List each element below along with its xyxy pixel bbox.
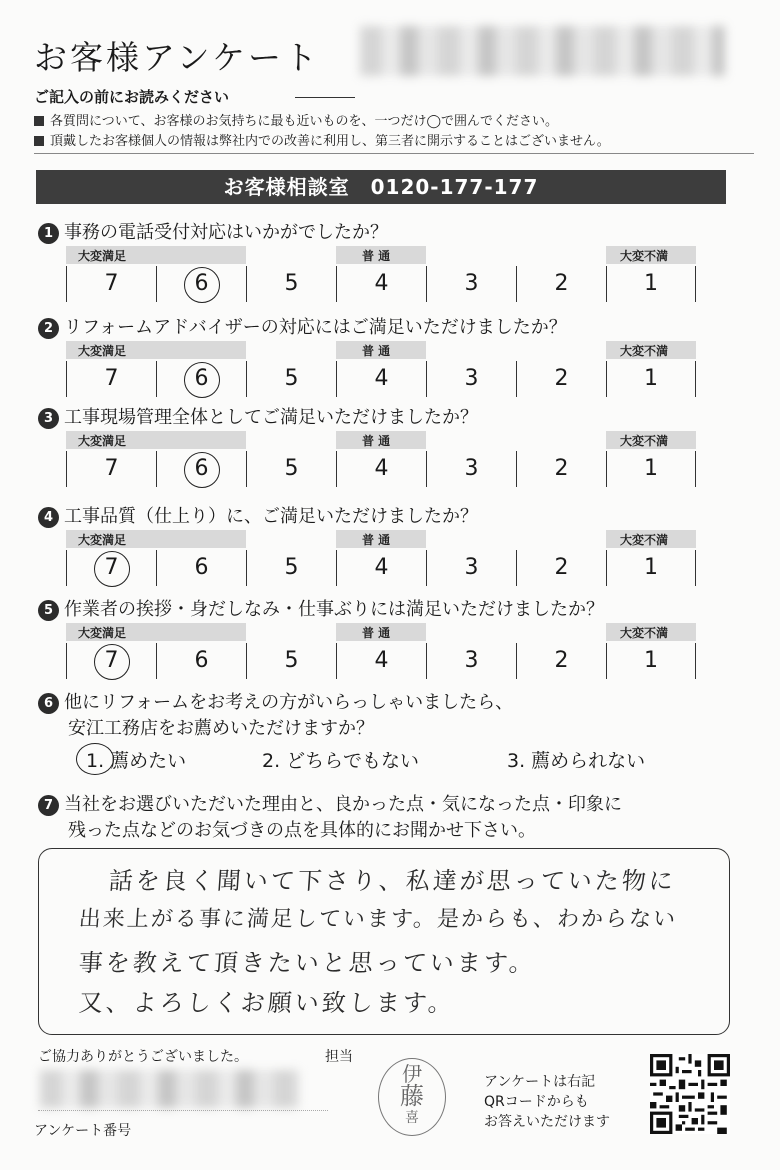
- question-text: 工事現場管理全体としてご満足いただけましたか？: [64, 407, 478, 428]
- rating-scale: [66, 431, 696, 491]
- question-text: 工事品質（仕上り）に、ご満足いただけましたか？: [64, 506, 478, 527]
- qr-text-line: QRコードからも: [484, 1094, 589, 1110]
- rating-option-1[interactable]: 1: [606, 643, 696, 679]
- question-text: 事務の電話受付対応はいかがでしたか？: [64, 222, 388, 243]
- question-number-badge: 1: [38, 223, 59, 244]
- rating-scale: [66, 341, 696, 401]
- free-comment-box[interactable]: [38, 848, 730, 1035]
- rating-option-2[interactable]: 2: [516, 550, 606, 586]
- question-5: [38, 595, 604, 621]
- scale-label-neutral: 普 通: [362, 344, 391, 358]
- rating-scale: [66, 530, 696, 590]
- survey-title: お客様アンケート: [34, 38, 321, 77]
- rating-option-1[interactable]: 1: [606, 361, 696, 397]
- question-6-line-1: [38, 688, 513, 714]
- scale-label-neutral: 普 通: [362, 626, 391, 640]
- divider: [295, 97, 355, 98]
- rating-option-2[interactable]: 2: [516, 451, 606, 487]
- qr-instructions: [484, 1072, 610, 1132]
- question-1: [38, 218, 388, 244]
- question-text: リフォームアドバイザーの対応にはご満足いただけましたか？: [64, 317, 567, 338]
- rating-option-5[interactable]: 5: [246, 550, 336, 586]
- answer-circle: [184, 452, 220, 488]
- question-number-badge: 5: [38, 600, 59, 621]
- seal-char: 喜: [405, 1110, 419, 1126]
- rating-option-3[interactable]: 3: [426, 550, 516, 586]
- rating-option-6[interactable]: 6: [156, 451, 246, 487]
- rating-option-6[interactable]: 6: [156, 266, 246, 302]
- customer-hotline-banner: お客様相談室 0120-177-177: [36, 170, 726, 204]
- scale-label-neutral: 普 通: [362, 249, 391, 263]
- question-number-badge: 4: [38, 507, 59, 528]
- rating-option-3[interactable]: 3: [426, 451, 516, 487]
- question-number-badge: 2: [38, 318, 59, 339]
- scale-label-worst: 大変不満: [620, 626, 669, 640]
- rating-option-4[interactable]: 4: [336, 361, 426, 397]
- q6-option-3[interactable]: 3. 薦められない: [507, 750, 646, 772]
- rating-option-6[interactable]: 6: [156, 361, 246, 397]
- q6-option-1[interactable]: 1. 薦めたい: [86, 750, 187, 772]
- answer-circle: [184, 362, 220, 398]
- rating-scale: [66, 246, 696, 306]
- rating-option-1[interactable]: 1: [606, 550, 696, 586]
- rating-option-4[interactable]: 4: [336, 550, 426, 586]
- question-7-line-2: 残った点などのお気づきの点を具体的にお聞かせ下さい。: [68, 820, 536, 841]
- rating-option-5[interactable]: 5: [246, 361, 336, 397]
- question-number-badge: 3: [38, 408, 59, 429]
- question-number-badge: 7: [38, 795, 59, 816]
- rating-option-5[interactable]: 5: [246, 643, 336, 679]
- staff-seal-stamp: [378, 1058, 446, 1136]
- scale-label-best: 大変満足: [78, 344, 127, 358]
- question-text: 他にリフォームをお考えの方がいらっしゃいましたら、: [64, 692, 514, 713]
- rating-option-7[interactable]: 7: [66, 550, 156, 586]
- rating-option-3[interactable]: 3: [426, 643, 516, 679]
- scale-label-worst: 大変不満: [620, 434, 669, 448]
- scale-label-best: 大変満足: [78, 533, 127, 547]
- rating-option-6[interactable]: 6: [156, 550, 246, 586]
- question-4: [38, 502, 478, 528]
- qr-text-line: アンケートは右記: [484, 1074, 596, 1090]
- scale-label-worst: 大変不満: [620, 344, 669, 358]
- rating-option-3[interactable]: 3: [426, 266, 516, 302]
- question-text: 当社をお選びいただいた理由と、良かった点・気になった点・印象に: [64, 794, 622, 815]
- rating-option-4[interactable]: 4: [336, 266, 426, 302]
- scale-label-neutral: 普 通: [362, 434, 391, 448]
- question-number-badge: 6: [38, 693, 59, 714]
- divider: [34, 153, 754, 154]
- rating-option-4[interactable]: 4: [336, 643, 426, 679]
- rating-option-3[interactable]: 3: [426, 361, 516, 397]
- scale-label-best: 大変満足: [78, 434, 127, 448]
- rating-option-1[interactable]: 1: [606, 266, 696, 302]
- rating-option-4[interactable]: 4: [336, 451, 426, 487]
- rating-option-7[interactable]: 7: [66, 266, 156, 302]
- rating-option-7[interactable]: 7: [66, 451, 156, 487]
- scale-label-worst: 大変不満: [620, 533, 669, 547]
- redacted-customer-name: [40, 1070, 300, 1108]
- scale-label-worst: 大変不満: [620, 249, 669, 263]
- rating-option-5[interactable]: 5: [246, 266, 336, 302]
- q6-option-2[interactable]: 2. どちらでもない: [262, 750, 419, 772]
- redacted-company-name: [360, 26, 725, 76]
- qr-code-icon[interactable]: [650, 1054, 730, 1134]
- survey-number-label: アンケート番号: [34, 1123, 132, 1139]
- staff-label: 担当: [325, 1049, 353, 1065]
- scale-label-neutral: 普 通: [362, 533, 391, 547]
- seal-char: 藤: [400, 1082, 424, 1110]
- question-7-line-1: [38, 790, 622, 816]
- answer-circle: [76, 743, 114, 775]
- handwritten-line-3: 事を教えて頂きたいと思っています。: [77, 949, 537, 977]
- answer-circle: [94, 551, 130, 587]
- notice-heading: ご記入の前にお読みください: [34, 88, 230, 106]
- handwritten-line-2: 出来上がる事に満足しています。是からも、わからない: [77, 907, 678, 932]
- question-6-line-2: 安江工務店をお薦めいただけますか？: [68, 718, 374, 739]
- scale-label-best: 大変満足: [78, 249, 127, 263]
- rating-option-2[interactable]: 2: [516, 643, 606, 679]
- rating-option-7[interactable]: 7: [66, 361, 156, 397]
- rating-scale: [66, 623, 696, 683]
- rating-option-2[interactable]: 2: [516, 266, 606, 302]
- handwritten-line-1: 話を良く聞いて下さり、私達が思っていた物に: [107, 867, 677, 895]
- notice-line-2: 頂戴したお客様個人の情報は弊社内での改善に利用し、第三者に開示することはございません。: [34, 130, 610, 149]
- handwritten-line-4: 又、よろしくお願い致します。: [77, 989, 456, 1017]
- rating-option-5[interactable]: 5: [246, 451, 336, 487]
- answer-circle: [184, 267, 220, 303]
- rating-option-2[interactable]: 2: [516, 361, 606, 397]
- question-3: [38, 403, 478, 429]
- scale-label-best: 大変満足: [78, 626, 127, 640]
- question-2: [38, 313, 567, 339]
- rating-option-7[interactable]: 7: [66, 643, 156, 679]
- seal-char: 伊: [402, 1062, 422, 1086]
- qr-text-line: お答えいただけます: [484, 1114, 610, 1130]
- divider: [38, 1110, 328, 1111]
- rating-option-6[interactable]: 6: [156, 643, 246, 679]
- question-text: 作業者の挨拶・身だしなみ・仕事ぶりには満足いただけましたか？: [64, 599, 604, 620]
- rating-option-1[interactable]: 1: [606, 451, 696, 487]
- thanks-text: ご協力ありがとうございました。: [38, 1049, 248, 1065]
- notice-line-1: 各質問について、お客様のお気持ちに最も近いものを、一つだけ◯で囲んでください。: [34, 110, 558, 129]
- answer-circle: [94, 644, 130, 680]
